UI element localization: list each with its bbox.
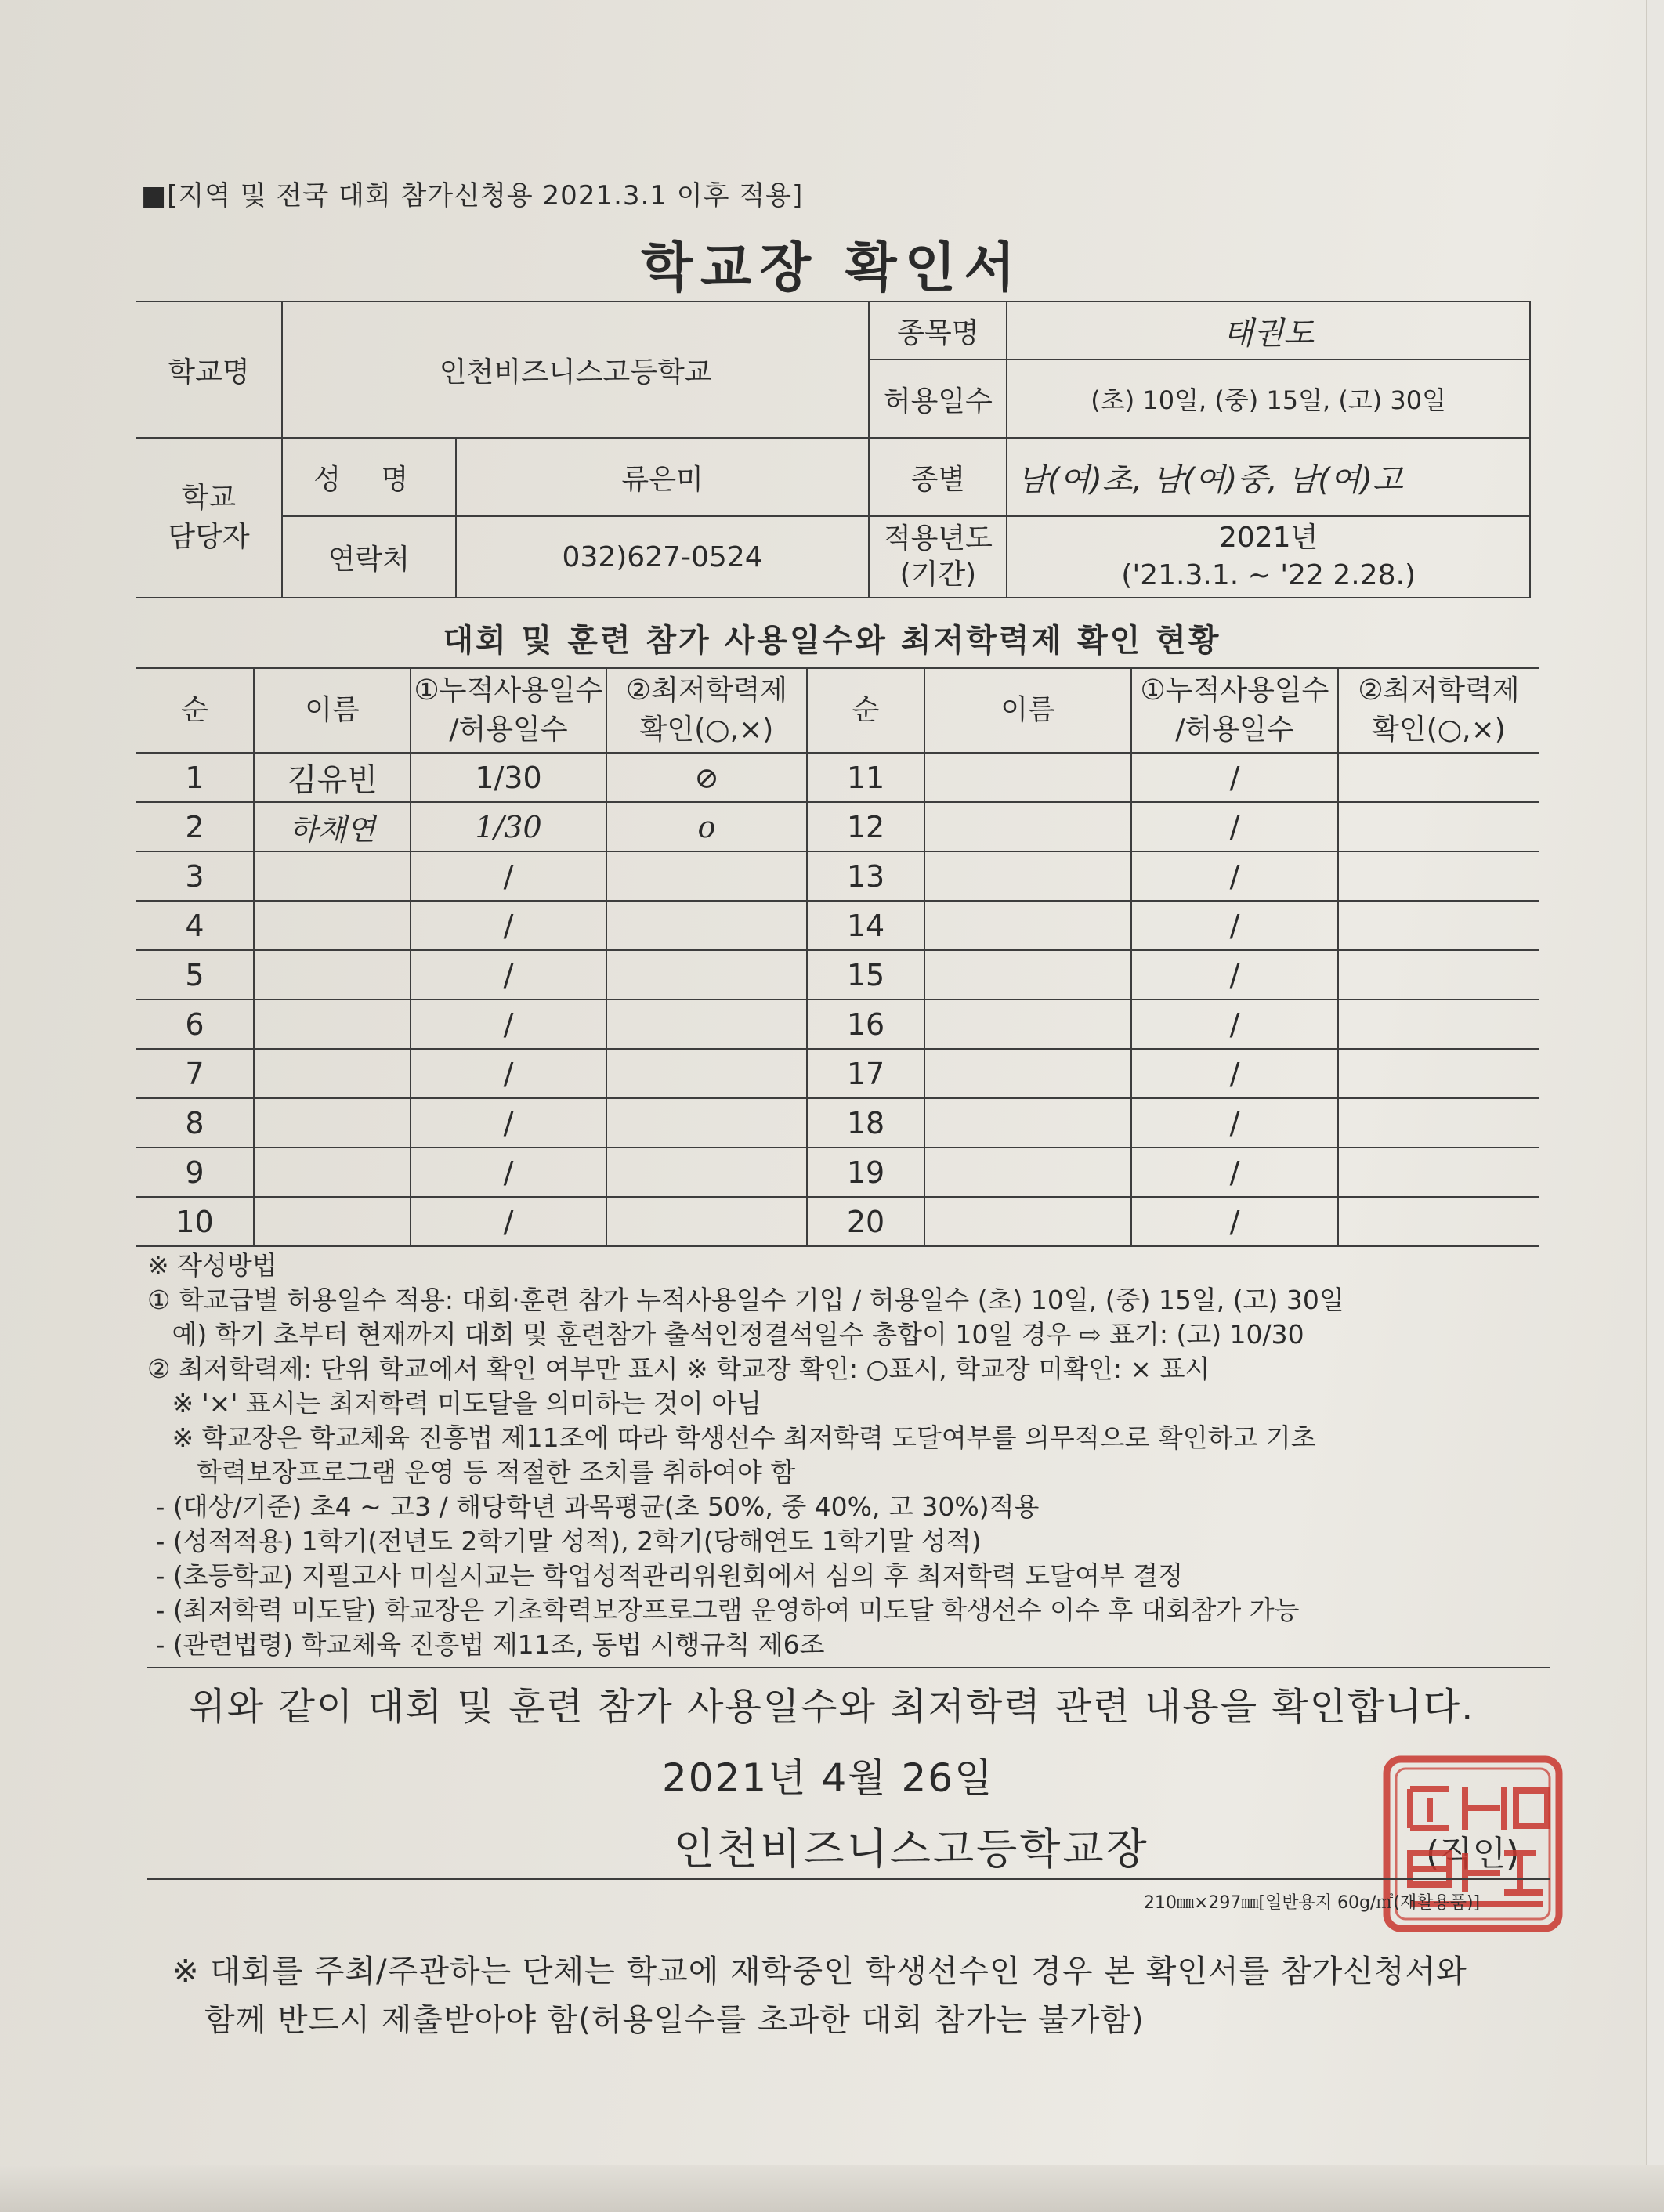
right-seq-cell: 19 xyxy=(807,1148,924,1197)
instruction-line: - (대상/기준) 초4 ~ 고3 / 해당학년 과목평균(초 50%, 중 40%, 고 30%)적용 xyxy=(147,1491,1040,1522)
right-check-cell xyxy=(1338,753,1539,802)
left-seq-cell: 7 xyxy=(136,1049,254,1098)
left-check-cell xyxy=(606,901,807,950)
right-days-cell: / xyxy=(1131,802,1338,851)
left-check-cell xyxy=(606,1148,807,1197)
right-days-cell: / xyxy=(1131,1098,1338,1148)
instruction-line: ① 학교급별 허용일수 적용: 대회·훈련 참가 누적사용일수 기입 / 허용일수 (초) 10일, (중) 15일, (고) 30일 xyxy=(147,1285,1344,1315)
sport-label: 종목명 xyxy=(869,302,1007,360)
left-days-cell: 1/30 xyxy=(411,753,606,802)
right-days-cell: / xyxy=(1131,753,1338,802)
left-seq-cell: 8 xyxy=(136,1098,254,1148)
left-check-cell xyxy=(606,999,807,1049)
left-check-cell: ⊘ xyxy=(606,753,807,802)
instruction-line: 예) 학기 초부터 현재까지 대회 및 훈련참가 출석인정결석일수 총합이 10일 경우 ⇨ 표기: (고) 10/30 xyxy=(147,1319,1304,1350)
right-name-cell xyxy=(924,802,1131,851)
divider-bottom xyxy=(147,1878,1550,1880)
left-seq-cell: 3 xyxy=(136,851,254,901)
footer-note xyxy=(172,1947,1467,2044)
left-name-cell: 하채연 xyxy=(254,802,411,851)
document-title: 학교장 확인서 xyxy=(641,237,1023,299)
right-days-cell: / xyxy=(1131,1049,1338,1098)
paper-edge xyxy=(1646,0,1664,2212)
right-seq-cell: 20 xyxy=(807,1197,924,1246)
footer-line: ※ 대회를 주최/주관하는 단체는 학교에 재학중인 학생선수인 경우 본 확인서를 참가신청서와 xyxy=(172,1954,1467,1990)
left-seq-cell: 1 xyxy=(136,753,254,802)
header-name: 이름 xyxy=(254,668,411,753)
allow-label: 허용일수 xyxy=(869,360,1007,438)
left-check-cell xyxy=(606,1098,807,1148)
right-name-cell xyxy=(924,1098,1131,1148)
left-name-cell xyxy=(254,1197,411,1246)
right-seq-cell: 13 xyxy=(807,851,924,901)
left-name-cell xyxy=(254,1049,411,1098)
table-row xyxy=(136,851,1539,901)
table-row xyxy=(136,950,1539,999)
header-seq: 순 xyxy=(136,668,254,753)
year-label: 적용년도 (기간) xyxy=(869,516,1007,598)
issue-date: 2021년 4월 26일 xyxy=(662,1755,994,1801)
school-label: 학교명 xyxy=(136,302,282,438)
left-days-cell: / xyxy=(411,1148,606,1197)
table-row xyxy=(136,1197,1539,1246)
header-check-right: ②최저학력제 확인(○,×) xyxy=(1338,668,1539,753)
gender-label: 종별 xyxy=(869,438,1007,516)
instruction-line: ② 최저학력제: 단위 학교에서 확인 여부만 표시 ※ 학교장 확인: ○표시, 학교장 미확인: × 표시 xyxy=(147,1354,1210,1384)
right-name-cell xyxy=(924,901,1131,950)
sport-value: 태권도 xyxy=(1007,302,1530,360)
left-name-cell xyxy=(254,851,411,901)
info-table xyxy=(136,301,1531,598)
right-check-cell xyxy=(1338,1049,1539,1098)
left-seq-cell: 2 xyxy=(136,802,254,851)
left-name-cell: 김유빈 xyxy=(254,753,411,802)
right-days-cell: / xyxy=(1131,851,1338,901)
participants-table xyxy=(136,667,1539,1247)
left-check-cell xyxy=(606,950,807,999)
table-row xyxy=(136,1148,1539,1197)
header-name-right: 이름 xyxy=(924,668,1131,753)
right-days-cell: / xyxy=(1131,999,1338,1049)
left-check-cell xyxy=(606,851,807,901)
right-check-cell xyxy=(1338,950,1539,999)
left-seq-cell: 9 xyxy=(136,1148,254,1197)
table-row xyxy=(136,901,1539,950)
instruction-line: ※ 학교장은 학교체육 진흥법 제11조에 따라 학생선수 최저학력 도달여부를 의무적으로 확인하고 기초 xyxy=(147,1422,1316,1453)
seal-label: (직인) xyxy=(1426,1834,1520,1874)
table-row xyxy=(136,1098,1539,1148)
instruction-line: - (최저학력 미도달) 학교장은 기초학력보장프로그램 운영하여 미도달 학생선수 이수 후 대회참가 가능 xyxy=(147,1595,1300,1625)
right-seq-cell: 18 xyxy=(807,1098,924,1148)
right-days-cell: / xyxy=(1131,1148,1338,1197)
right-seq-cell: 12 xyxy=(807,802,924,851)
contact-label: 연락처 xyxy=(282,516,456,598)
instruction-line: 학력보장프로그램 운영 등 적절한 조치를 취하여야 함 xyxy=(147,1457,796,1487)
section-subtitle: 대회 및 훈련 참가 사용일수와 최저학력제 확인 현황 xyxy=(443,623,1221,659)
left-days-cell: / xyxy=(411,999,606,1049)
name-label: 성 명 xyxy=(282,438,456,516)
left-check-cell xyxy=(606,1049,807,1098)
left-days-cell: / xyxy=(411,851,606,901)
left-days-cell: / xyxy=(411,901,606,950)
left-seq-cell: 4 xyxy=(136,901,254,950)
right-days-cell: / xyxy=(1131,901,1338,950)
right-name-cell xyxy=(924,999,1131,1049)
gender-value: 남(여)초, 남(여)중, 남(여)고 xyxy=(1007,438,1530,516)
right-seq-cell: 11 xyxy=(807,753,924,802)
left-days-cell: / xyxy=(411,1197,606,1246)
left-name-cell xyxy=(254,999,411,1049)
manager-label: 학교 담당자 xyxy=(136,438,282,598)
left-name-cell xyxy=(254,1148,411,1197)
principal-name: 인천비즈니스고등학교장 xyxy=(674,1824,1149,1874)
right-check-cell xyxy=(1338,851,1539,901)
table-row xyxy=(136,999,1539,1049)
left-days-cell: 1/30 xyxy=(411,802,606,851)
table-header-row xyxy=(136,668,1539,753)
left-seq-cell: 6 xyxy=(136,999,254,1049)
right-days-cell: / xyxy=(1131,950,1338,999)
right-name-cell xyxy=(924,1148,1131,1197)
header-seq-right: 순 xyxy=(807,668,924,753)
right-check-cell xyxy=(1338,1098,1539,1148)
right-seq-cell: 16 xyxy=(807,999,924,1049)
table-surface xyxy=(0,2165,1664,2212)
footer-line: 함께 반드시 제출받아야 함(허용일수를 초과한 대회 참가는 불가함) xyxy=(172,2002,1145,2038)
right-check-cell xyxy=(1338,802,1539,851)
left-seq-cell: 10 xyxy=(136,1197,254,1246)
right-seq-cell: 17 xyxy=(807,1049,924,1098)
left-name-cell xyxy=(254,1098,411,1148)
right-check-cell xyxy=(1338,901,1539,950)
right-name-cell xyxy=(924,1049,1131,1098)
divider xyxy=(147,1667,1550,1668)
right-check-cell xyxy=(1338,1148,1539,1197)
confirm-statement: 위와 같이 대회 및 훈련 참가 사용일수와 최저학력 관련 내용을 확인합니다. xyxy=(189,1685,1475,1729)
paper-size-note: 210㎜×297㎜[일반용지 60g/㎡(재활용품)] xyxy=(1144,1893,1481,1913)
table-row xyxy=(136,753,1539,802)
year-value: 2021년 ('21.3.1. ~ '22 2.28.) xyxy=(1007,516,1530,598)
header-days: ①누적사용일수 /허용일수 xyxy=(411,668,606,753)
right-name-cell xyxy=(924,950,1131,999)
right-seq-cell: 14 xyxy=(807,901,924,950)
left-days-cell: / xyxy=(411,950,606,999)
right-seq-cell: 15 xyxy=(807,950,924,999)
instruction-line: ※ '×' 표시는 최저학력 미도달을 의미하는 것이 아님 xyxy=(147,1388,762,1419)
right-check-cell xyxy=(1338,1197,1539,1246)
instruction-line: - (관련법령) 학교체육 진흥법 제11조, 동법 시행규칙 제6조 xyxy=(147,1629,825,1660)
left-seq-cell: 5 xyxy=(136,950,254,999)
right-days-cell: / xyxy=(1131,1197,1338,1246)
contact-value: 032)627-0524 xyxy=(456,516,870,598)
right-name-cell xyxy=(924,851,1131,901)
instruction-line: - (초등학교) 지필고사 미실시교는 학업성적관리위원회에서 심의 후 최저학력 도달여부 결정 xyxy=(147,1560,1184,1591)
header-note: ■[지역 및 전국 대회 참가신청용 2021.3.1 이후 적용] xyxy=(141,180,804,211)
left-days-cell: / xyxy=(411,1098,606,1148)
left-name-cell xyxy=(254,901,411,950)
left-check-cell: o xyxy=(606,802,807,851)
writing-instructions xyxy=(147,1249,1344,1662)
school-value: 인천비즈니스고등학교 xyxy=(282,302,870,438)
header-check: ②최저학력제 확인(○,×) xyxy=(606,668,807,753)
left-name-cell xyxy=(254,950,411,999)
right-check-cell xyxy=(1338,999,1539,1049)
header-days-right: ①누적사용일수 /허용일수 xyxy=(1131,668,1338,753)
table-row xyxy=(136,802,1539,851)
instruction-line: - (성적적용) 1학기(전년도 2학기말 성적), 2학기(당해연도 1학기말 성적) xyxy=(147,1526,982,1556)
allow-value: (초) 10일, (중) 15일, (고) 30일 xyxy=(1007,360,1530,438)
right-name-cell xyxy=(924,753,1131,802)
table-row xyxy=(136,1049,1539,1098)
left-check-cell xyxy=(606,1197,807,1246)
name-value: 류은미 xyxy=(456,438,870,516)
instruction-line: ※ 작성방법 xyxy=(147,1250,277,1281)
right-name-cell xyxy=(924,1197,1131,1246)
left-days-cell: / xyxy=(411,1049,606,1098)
